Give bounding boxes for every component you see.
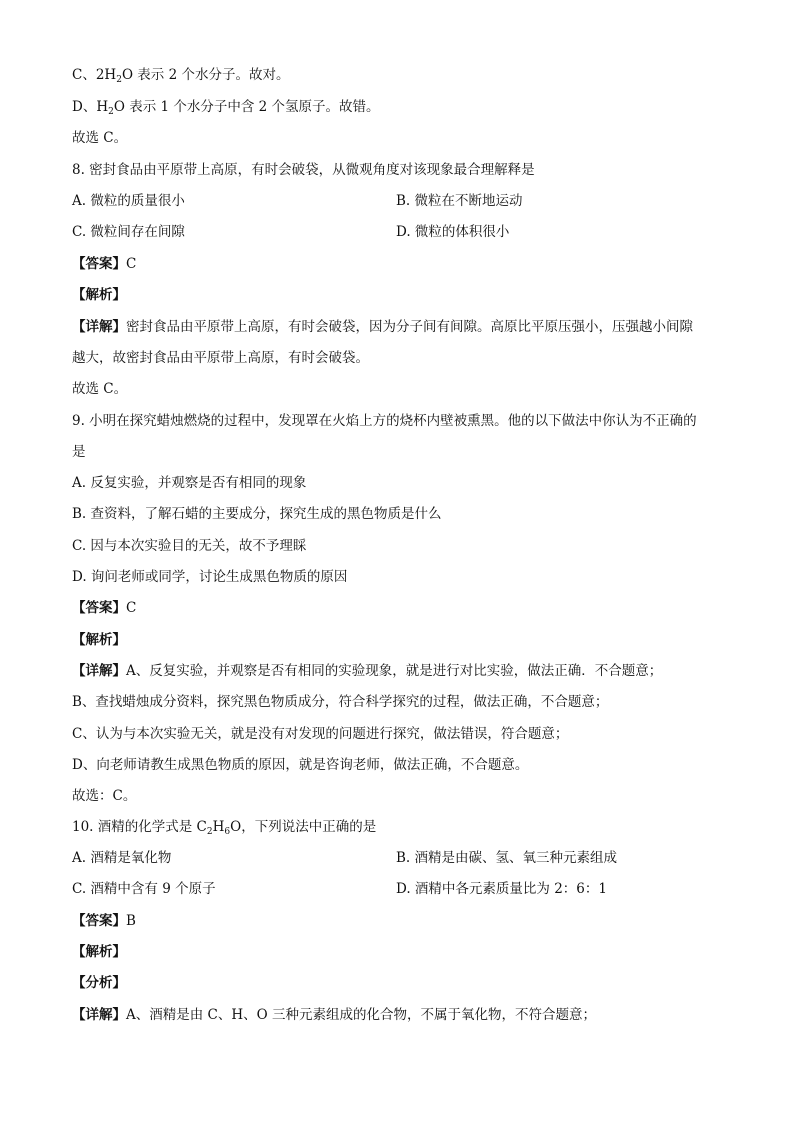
q8-option-c: C. 微粒间存在间隙	[72, 224, 185, 240]
q8-analysis-label: 【解析】	[72, 287, 126, 303]
q9-detail: 【详解】A、反复实验，并观察是否有相同的实验现象，就是进行对比实验，做法正确．不合题意；	[72, 663, 663, 679]
q8-option-d: D. 微粒的体积很小	[396, 224, 510, 240]
q10-fenxi-label: 【分析】	[72, 975, 126, 991]
explanation-line-c: C、$2H_2O$ 表示 2 个水分子。故对。	[72, 67, 290, 85]
q10-option-d: D. 酒精中各元素质量比为 2：6：1	[396, 881, 607, 897]
q8-answer: 【答案】C	[72, 256, 137, 272]
q9-detail-d: D、向老师请教生成黑色物质的原因，就是咨询老师，做法正确，不合题意。	[72, 757, 529, 773]
q10-option-c: C. 酒精中含有 9 个原子	[72, 881, 216, 897]
select-answer: 故选 C。	[72, 381, 128, 397]
q9-option-d: D. 询问老师或同学，讨论生成黑色物质的原因	[72, 569, 348, 585]
q9-answer: 【答案】C	[72, 600, 137, 616]
question-10: 10. 酒精的化学式是 $C_2H_6O$，下列说法中正确的是	[72, 819, 377, 837]
q9-option-a: A. 反复实验，并观察是否有相同的现象	[72, 475, 307, 491]
q10-answer: 【答案】B	[72, 913, 136, 929]
q9-analysis-label: 【解析】	[72, 632, 126, 648]
q8-option-b: B. 微粒在不断地运动	[396, 193, 523, 209]
q10-option-a: A. 酒精是氧化物	[72, 850, 172, 866]
q8-option-a: A. 微粒的质量很小	[72, 193, 185, 209]
q10-analysis-label: 【解析】	[72, 944, 126, 960]
q9-option-c: C. 因与本次实验目的无关，故不予理睬	[72, 538, 307, 554]
q10-detail: 【详解】A、酒精是由 C、H、O 三种元素组成的化合物，不属于氧化物，不符合题意；	[72, 1007, 597, 1023]
q9-detail-b: B、查找蜡烛成分资料，探究黑色物质成分，符合科学探究的过程，做法正确，不合题意；	[72, 694, 609, 710]
q9-option-b: B. 查资料，了解石蜡的主要成分，探究生成的黑色物质是什么	[72, 506, 442, 522]
question-9-cont: 是	[72, 444, 86, 460]
question-9: 9. 小明在探究蜡烛燃烧的过程中，发现罩在火焰上方的烧杯内壁被熏黑。他的以下做法中你认为不正确的	[72, 413, 697, 429]
question-8: 8. 密封食品由平原带上高原，有时会破袋，从微观角度对该现象最合理解释是	[72, 162, 535, 178]
select-answer: 故选 C。	[72, 130, 128, 146]
q8-detail: 【详解】密封食品由平原带上高原，有时会破袋，因为分子间有间隙。高原比平原压强小，压强越小间隙	[72, 319, 693, 335]
explanation-line-d: D、$H_2O$ 表示 1 个水分子中含 2 个氢原子。故错。	[72, 99, 380, 117]
select-answer: 故选：C。	[72, 788, 137, 804]
q9-detail-c: C、认为与本次实验无关，就是没有对发现的问题进行探究，做法错误，符合题意；	[72, 726, 569, 742]
q10-option-b: B. 酒精是由碳、氢、氧三种元素组成	[396, 850, 618, 866]
q8-detail-cont: 越大，故密封食品由平原带上高原，有时会破袋。	[72, 350, 369, 366]
